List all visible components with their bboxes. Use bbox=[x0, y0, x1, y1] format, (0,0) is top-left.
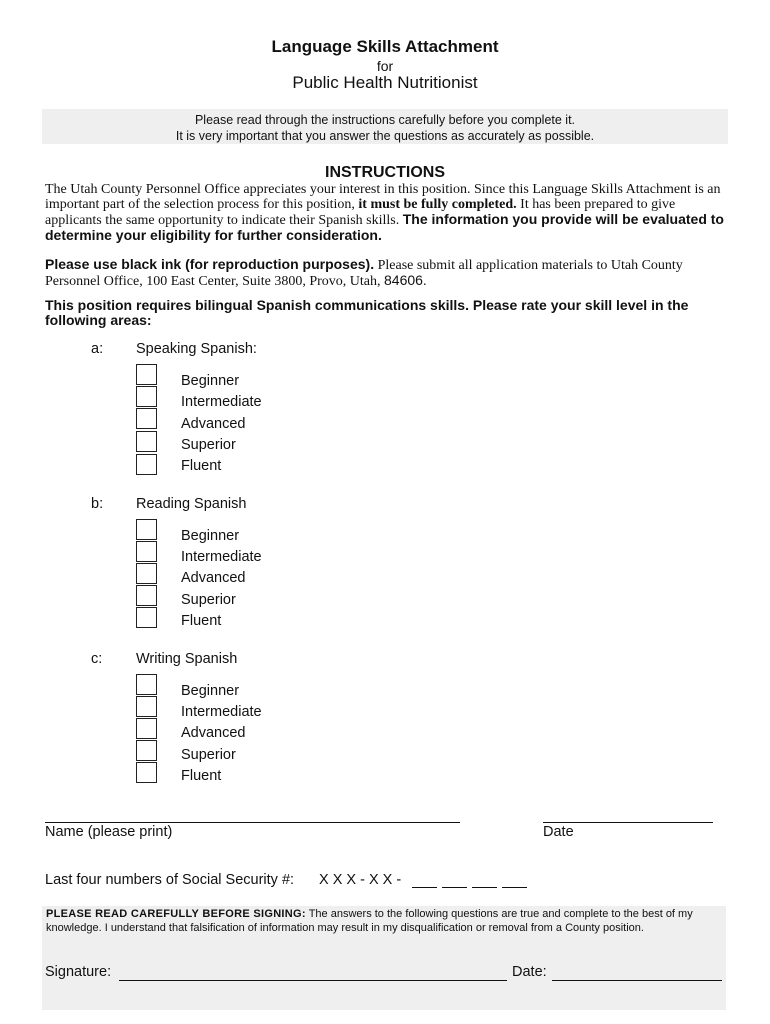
p2-bold: Please use black ink (for reproduction purposes). bbox=[45, 256, 375, 272]
signature-date-input-line[interactable] bbox=[552, 980, 722, 981]
checkbox-reading-superior[interactable] bbox=[136, 585, 157, 606]
notice-box bbox=[42, 109, 728, 144]
option-label: Intermediate bbox=[181, 394, 262, 410]
ssn-digit-4-line[interactable] bbox=[502, 887, 527, 888]
ssn-label: Last four numbers of Social Security #: bbox=[45, 872, 295, 888]
checkbox-speaking-beginner[interactable] bbox=[136, 364, 157, 385]
option-label: Intermediate bbox=[181, 549, 262, 565]
option-label: Advanced bbox=[181, 725, 246, 741]
instructions-heading: INSTRUCTIONS bbox=[325, 164, 445, 181]
option-label: Fluent bbox=[181, 768, 222, 784]
instructions-paragraph-1 bbox=[45, 182, 730, 244]
checkbox-writing-intermediate[interactable] bbox=[136, 696, 157, 717]
checkbox-reading-beginner[interactable] bbox=[136, 519, 157, 540]
p1-text-2: It has been prepared to give applicants the same opportunity to indicate their Spanish skills. bbox=[45, 197, 676, 228]
option-label: Fluent bbox=[181, 458, 222, 474]
option-label: Intermediate bbox=[181, 704, 262, 720]
notice-line-2: It is very important that you answer the questions as accurately as possible. bbox=[175, 129, 595, 143]
p2-text: Please submit all application materials to Utah County Personnel Office, 100 East Center, Suite 3800, Provo, Utah, bbox=[45, 258, 683, 289]
option-label: Superior bbox=[181, 747, 236, 763]
checkbox-speaking-advanced[interactable] bbox=[136, 408, 157, 429]
section-c-letter: c: bbox=[91, 651, 103, 667]
signature-date-label: Date: bbox=[512, 964, 547, 980]
disclaimer-bold: PLEASE READ CAREFULLY BEFORE SIGNING: bbox=[46, 908, 306, 920]
form-subtitle-for: for bbox=[376, 58, 394, 74]
ssn-digit-1-line[interactable] bbox=[412, 887, 437, 888]
p2-zip: 84606 bbox=[384, 272, 423, 288]
instructions-paragraph-3: This position requires bilingual Spanish communications skills. Please rate your skill level in the following areas: bbox=[45, 297, 689, 328]
notice-line-1: Please read through the instructions carefully before you complete it. bbox=[194, 113, 576, 127]
option-label: Advanced bbox=[181, 416, 246, 432]
option-label: Beginner bbox=[181, 683, 240, 699]
ssn-digit-3-line[interactable] bbox=[472, 887, 497, 888]
option-label: Superior bbox=[181, 437, 236, 453]
checkbox-writing-superior[interactable] bbox=[136, 740, 157, 761]
ssn-mask: X X X - X X - bbox=[319, 872, 402, 888]
checkbox-speaking-fluent[interactable] bbox=[136, 454, 157, 475]
option-label: Fluent bbox=[181, 613, 222, 629]
ssn-digit-2-line[interactable] bbox=[442, 887, 467, 888]
checkbox-speaking-superior[interactable] bbox=[136, 431, 157, 452]
option-label: Superior bbox=[181, 592, 236, 608]
checkbox-reading-fluent[interactable] bbox=[136, 607, 157, 628]
section-a-title: Speaking Spanish: bbox=[136, 341, 257, 357]
instructions-paragraph-2 bbox=[45, 257, 730, 289]
name-input-line[interactable] bbox=[45, 822, 460, 823]
checkbox-writing-beginner[interactable] bbox=[136, 674, 157, 695]
checkbox-writing-advanced[interactable] bbox=[136, 718, 157, 739]
section-c-title: Writing Spanish bbox=[136, 651, 238, 667]
disclaimer-text: The answers to the following questions are true and complete to the best of my knowledge. I understand that falsification of information may result in my disqualification or removal from a County position. bbox=[46, 908, 693, 934]
form-title: Language Skills Attachment bbox=[271, 37, 499, 56]
date-label: Date bbox=[543, 824, 574, 840]
signature-label: Signature: bbox=[45, 964, 112, 980]
date-input-line[interactable] bbox=[543, 822, 713, 823]
option-label: Beginner bbox=[181, 373, 240, 389]
checkbox-reading-advanced[interactable] bbox=[136, 563, 157, 584]
section-b-letter: b: bbox=[91, 496, 104, 512]
option-label: Beginner bbox=[181, 528, 240, 544]
checkbox-writing-fluent[interactable] bbox=[136, 762, 157, 783]
checkbox-speaking-intermediate[interactable] bbox=[136, 386, 157, 407]
position-title: Public Health Nutritionist bbox=[292, 73, 478, 92]
section-a-letter: a: bbox=[91, 341, 104, 357]
signature-input-line[interactable] bbox=[119, 980, 507, 981]
p1-bold-sans: The information you provide will be evaluated to determine your eligibility for further consideration. bbox=[45, 211, 724, 243]
p1-text-1: The Utah County Personnel Office appreciates your interest in this position. Since this Language Skills Attachment is an important part of the selection process for this position, bbox=[45, 182, 721, 212]
section-b-title: Reading Spanish bbox=[136, 496, 247, 512]
p2-end: . bbox=[422, 274, 427, 289]
option-label: Advanced bbox=[181, 570, 246, 586]
name-label: Name (please print) bbox=[45, 824, 173, 840]
signature-disclaimer bbox=[46, 908, 724, 935]
p1-bold: it must be fully completed. bbox=[358, 197, 517, 212]
checkbox-reading-intermediate[interactable] bbox=[136, 541, 157, 562]
